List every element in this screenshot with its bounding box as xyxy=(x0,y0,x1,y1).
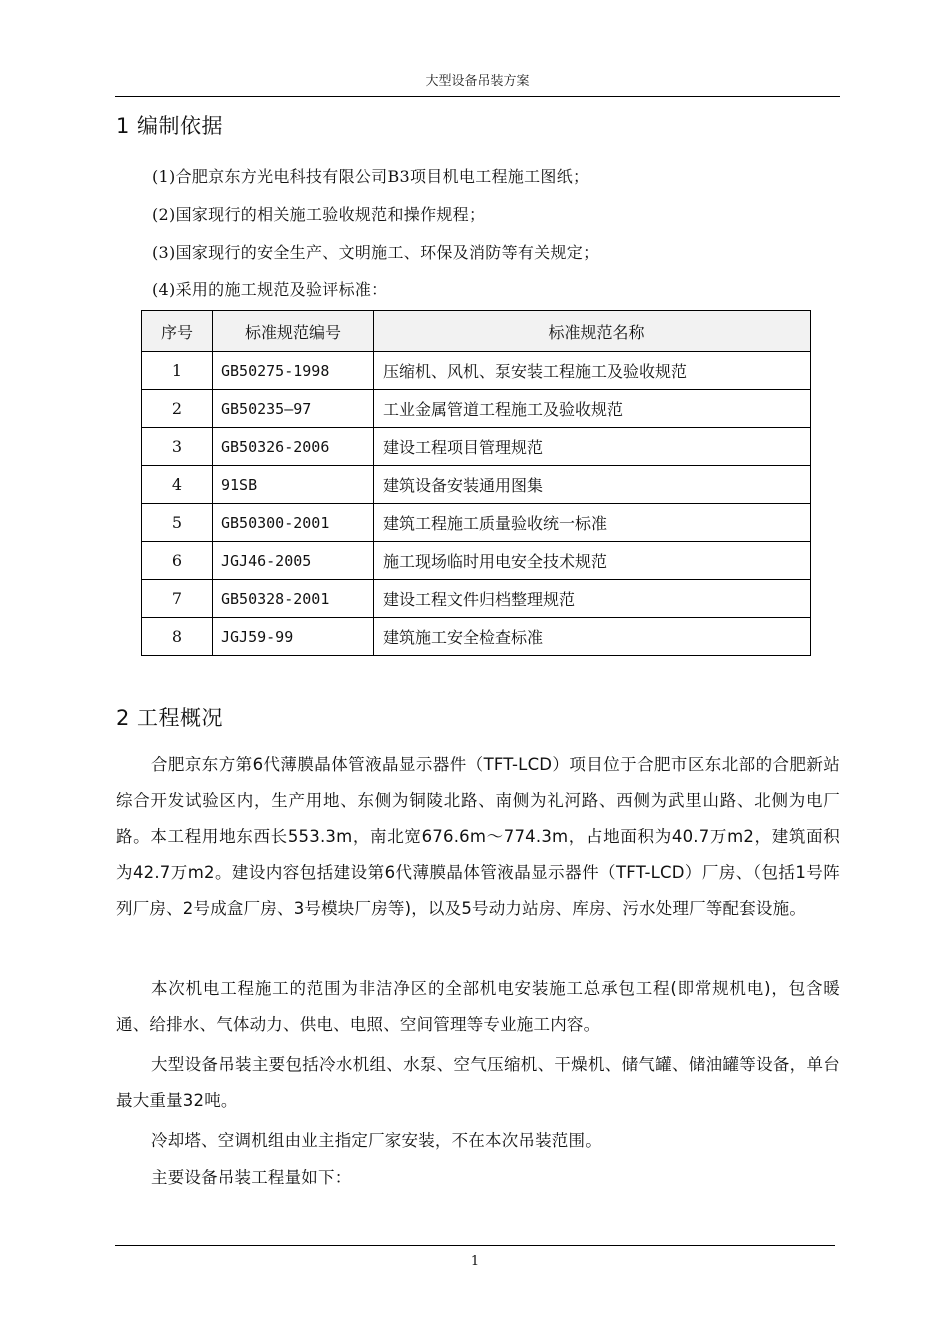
table-row xyxy=(142,352,811,390)
exclusion-paragraph: 冷却塔、空调机组由业主指定厂家安装，不在本次吊装范围。 xyxy=(151,1131,602,1150)
footer-rule xyxy=(115,1245,835,1246)
table-row xyxy=(142,466,811,504)
section-2-heading: 2 工程概况 xyxy=(116,706,224,730)
scope-paragraph: 本次机电工程施工的范围为非洁净区的全部机电安装施工总承包工程(即常规机电)，包含暖通、给排水、气体动力、供电、电照、空间管理等专业施工内容。 xyxy=(116,979,840,1034)
row-number: 4 xyxy=(142,466,213,504)
running-header: 大型设备吊装方案 xyxy=(425,74,530,89)
table-row xyxy=(142,542,811,580)
standard-code: JGJ46-2005 xyxy=(213,542,374,580)
standard-name: 建筑施工安全检查标准 xyxy=(374,618,811,656)
overview-paragraph: 合肥京东方第6代薄膜晶体管液晶显示器件（TFT-LCD）项目位于合肥市区东北部的合肥新站综合开发试验区内，生产用地、东侧为铜陵北路、南侧为礼河路、西侧为武里山路、北侧为电厂路。本工程用地东西长553.3m，南北宽676.6m～774.3m，占地面积为40.7万m2，建筑面积为42.7万m2。建设内容包括建设第6代薄膜晶体管液晶显示器件（TFT-LCD）厂房、（包括1号阵列厂房、2号成盒厂房、3号模块厂房等)，以及5号动力站房、库房、污水处理厂等配套设施。 xyxy=(116,755,840,918)
row-number: 1 xyxy=(142,352,213,390)
standard-code: GB50235—97 xyxy=(213,390,374,428)
header-rule xyxy=(115,96,840,97)
standard-name: 工业金属管道工程施工及验收规范 xyxy=(374,390,811,428)
standard-code: GB50328-2001 xyxy=(213,580,374,618)
standard-name: 施工现场临时用电安全技术规范 xyxy=(374,542,811,580)
lifting-equipment-paragraph: 大型设备吊装主要包括冷水机组、水泵、空气压缩机、干燥机、储气罐、储油罐等设备，单台最大重量32吨。 xyxy=(116,1055,840,1110)
standard-name: 建筑设备安装通用图集 xyxy=(374,466,811,504)
table-row xyxy=(142,580,811,618)
quantities-intro-paragraph: 主要设备吊装工程量如下： xyxy=(151,1168,352,1187)
standard-name: 建设工程文件归档整理规范 xyxy=(374,580,811,618)
section-1-heading: 1 编制依据 xyxy=(116,114,224,138)
column-header-code: 标准规范编号 xyxy=(213,311,374,352)
row-number: 6 xyxy=(142,542,213,580)
table-row xyxy=(142,618,811,656)
standards-table xyxy=(141,310,811,656)
standard-code: GB50300-2001 xyxy=(213,504,374,542)
standard-name: 压缩机、风机、泵安装工程施工及验收规范 xyxy=(374,352,811,390)
row-number: 8 xyxy=(142,618,213,656)
table-row xyxy=(142,390,811,428)
standard-name: 建筑工程施工质量验收统一标准 xyxy=(374,504,811,542)
reference-item: (2)国家现行的相关施工验收规范和操作规程； xyxy=(152,205,486,224)
row-number: 3 xyxy=(142,428,213,466)
standard-code: 91SB xyxy=(213,466,374,504)
row-number: 5 xyxy=(142,504,213,542)
column-header-name: 标准规范名称 xyxy=(374,311,811,352)
standard-code: GB50326-2006 xyxy=(213,428,374,466)
column-header-number: 序号 xyxy=(142,311,213,352)
standard-name: 建设工程项目管理规范 xyxy=(374,428,811,466)
reference-item: (1)合肥京东方光电科技有限公司B3项目机电工程施工图纸； xyxy=(152,167,590,186)
row-number: 7 xyxy=(142,580,213,618)
row-number: 2 xyxy=(142,390,213,428)
table-header-row xyxy=(142,311,811,352)
standard-code: GB50275-1998 xyxy=(213,352,374,390)
table-row xyxy=(142,428,811,466)
reference-item: (4)采用的施工规范及验评标准： xyxy=(152,280,388,299)
standard-code: JGJ59-99 xyxy=(213,618,374,656)
table-row xyxy=(142,504,811,542)
page-number: 1 xyxy=(470,1254,480,1269)
reference-item: (3)国家现行的安全生产、文明施工、环保及消防等有关规定； xyxy=(152,243,600,262)
